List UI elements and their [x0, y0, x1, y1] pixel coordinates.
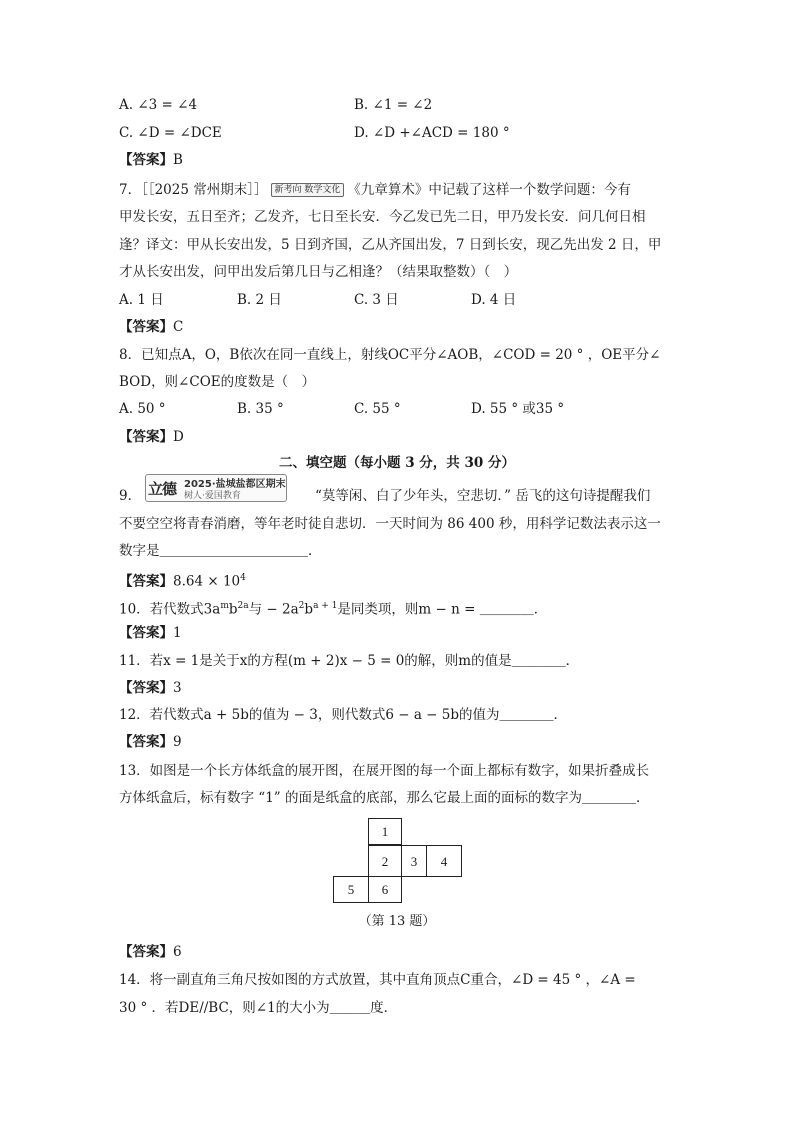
answer-value: C [173, 319, 184, 335]
q10-text: 是同类项，则m − n = ＿＿＿＿． [337, 601, 548, 618]
answer-label: 【答案】 [119, 573, 173, 590]
q10-text: b [228, 601, 238, 618]
net-face-3: 3 [401, 845, 427, 877]
answer-label: 【答案】 [119, 944, 173, 960]
q13-answer [119, 942, 182, 962]
answer-label: 【答案】 [119, 152, 173, 168]
q7-text: 《九章算术》中记载了这样一个数学问题：今有 [347, 182, 631, 198]
q6-option-b: B. ∠1 = ∠2 [354, 97, 433, 113]
q6-answer [119, 150, 183, 170]
answer-value: 8.64 × 10 [173, 573, 241, 590]
q8-answer [119, 427, 184, 447]
answer-value: 1 [173, 625, 182, 641]
q7-line-4: 才从长安出发，问甲出发后第几日与乙相逢？（结果取整数）（ ） [119, 264, 518, 280]
q7-tag-badge: 新考向 数学文化 [271, 183, 345, 197]
q7-option-d: D. 4 日 [471, 292, 517, 308]
q13-line-2: 方体纸盒后，标有数字 “1” 的面是纸盒的底部，那么它最上面的面标的数字为＿＿＿＿． [119, 790, 650, 806]
q9-line-3: 数字是＿＿＿＿＿＿＿＿＿＿＿． [119, 543, 322, 559]
q10-sup: 2a [237, 601, 249, 611]
q8-option-b: B. 35 ° [237, 401, 284, 417]
answer-label: 【答案】 [119, 625, 173, 641]
q9-number: 9． [119, 488, 142, 504]
q9-answer [119, 568, 246, 592]
q7-answer [119, 317, 183, 337]
q14-line-1: 14．将一副直角三角尺按如图的方式放置，其中直角顶点C重合，∠D = 45 ° ，∠A = [119, 972, 636, 988]
q7-option-a: A. 1 日 [119, 292, 164, 308]
q13-line-1: 13．如图是一个长方体纸盒的展开图，在展开图的每一个面上都标有数字，如果折叠成长 [119, 763, 650, 779]
q10-text: 10．若代数式3a [119, 601, 221, 618]
q10-text: b [304, 601, 314, 618]
answer-label: 【答案】 [119, 734, 173, 750]
answer-value: 6 [173, 944, 182, 960]
q8-line-1: 8．已知点A，O，B依次在同一直线上，射线OC平分∠AOB，∠COD = 20 ° ，OE平分∠ [119, 347, 661, 363]
q14-line-2: 30 ° ．若DE//BC，则∠1的大小为＿＿＿度． [119, 1000, 398, 1016]
q8-option-d: D. 55 ° 或35 ° [471, 401, 565, 417]
q8-option-c: C. 55 ° [354, 401, 401, 417]
q10-sup: m [220, 601, 229, 611]
q7-source: 7．［［2025 常州期末］］ [119, 182, 268, 198]
answer-value: D [173, 429, 184, 445]
q9-line-1: “莫等闲、白了少年头，空悲切．” 岳飞的这句诗提醒我们 [315, 488, 651, 504]
q8-line-2: BOD，则∠COE的度数是（ ） [119, 374, 316, 390]
q7-option-c: C. 3 日 [354, 292, 399, 308]
net-face-1: 1 [368, 818, 402, 845]
q7-option-b: B. 2 日 [237, 292, 282, 308]
net-face-6: 6 [368, 876, 402, 903]
stamp-topic: ·爱国教育 [202, 491, 241, 501]
q8-option-a: A. 50 ° [119, 401, 166, 417]
q10-text: 与 − 2a [248, 601, 299, 618]
stamp-source: 2025·盐城盐都区期末 [184, 479, 286, 490]
answer-label: 【答案】 [119, 680, 173, 696]
q10-sup: 2 [298, 601, 305, 611]
q7-line-3: 逢？译文：甲从长安出发，5 日到齐国，乙从齐国出发，7 日到长安，现乙先出发 2 日，甲 [119, 237, 662, 253]
stamp-subline [184, 488, 241, 501]
stamp-label-1: 立德 [148, 480, 177, 498]
q10-answer [119, 623, 182, 643]
answer-label: 【答案】 [119, 319, 173, 335]
q12-answer [119, 732, 182, 752]
q6-option-a: A. ∠3 = ∠4 [119, 97, 198, 113]
q7-line-1 [119, 180, 631, 200]
q7-line-2: 甲发长安，五日至齐；乙发齐，七日至长安．今乙发已先二日，甲乃发长安．问几何日相 [119, 209, 646, 225]
answer-value: 3 [173, 680, 182, 696]
q9-line-2: 不要空空将青春消磨，等年老时徒自悲切．一天时间为 86 400 秒，用科学记数法表示这一 [119, 516, 661, 532]
q11-answer [119, 678, 182, 698]
q12-line-1: 12．若代数式a + 5b的值为 − 3，则代数式6 − a − 5b的值为＿＿＿＿． [119, 707, 567, 723]
answer-exponent: 4 [240, 573, 246, 583]
answer-label: 【答案】 [119, 429, 173, 445]
q6-option-c: C. ∠D = ∠DCE [119, 125, 222, 141]
q10-sup: a + 1 [313, 601, 338, 611]
figure-caption: （第 13 题） [358, 914, 436, 929]
net-face-2: 2 [368, 845, 402, 877]
q10-line-1 [119, 596, 547, 620]
stamp-label-2: 树人 [184, 491, 203, 501]
q11-line-1: 11．若x = 1是关于x的方程(m + 2)x − 5 = 0的解，则m的值是＿＿＿＿． [119, 653, 580, 669]
section-title: 二、填空题（每小题 3 分，共 30 分） [279, 455, 515, 471]
answer-value: B [173, 152, 183, 168]
q6-option-d: D. ∠D +∠ACD = 180 ° [354, 125, 510, 141]
answer-value: 9 [173, 734, 182, 750]
net-face-5: 5 [333, 876, 369, 903]
net-face-4: 4 [426, 845, 462, 877]
source-stamp [145, 474, 287, 502]
